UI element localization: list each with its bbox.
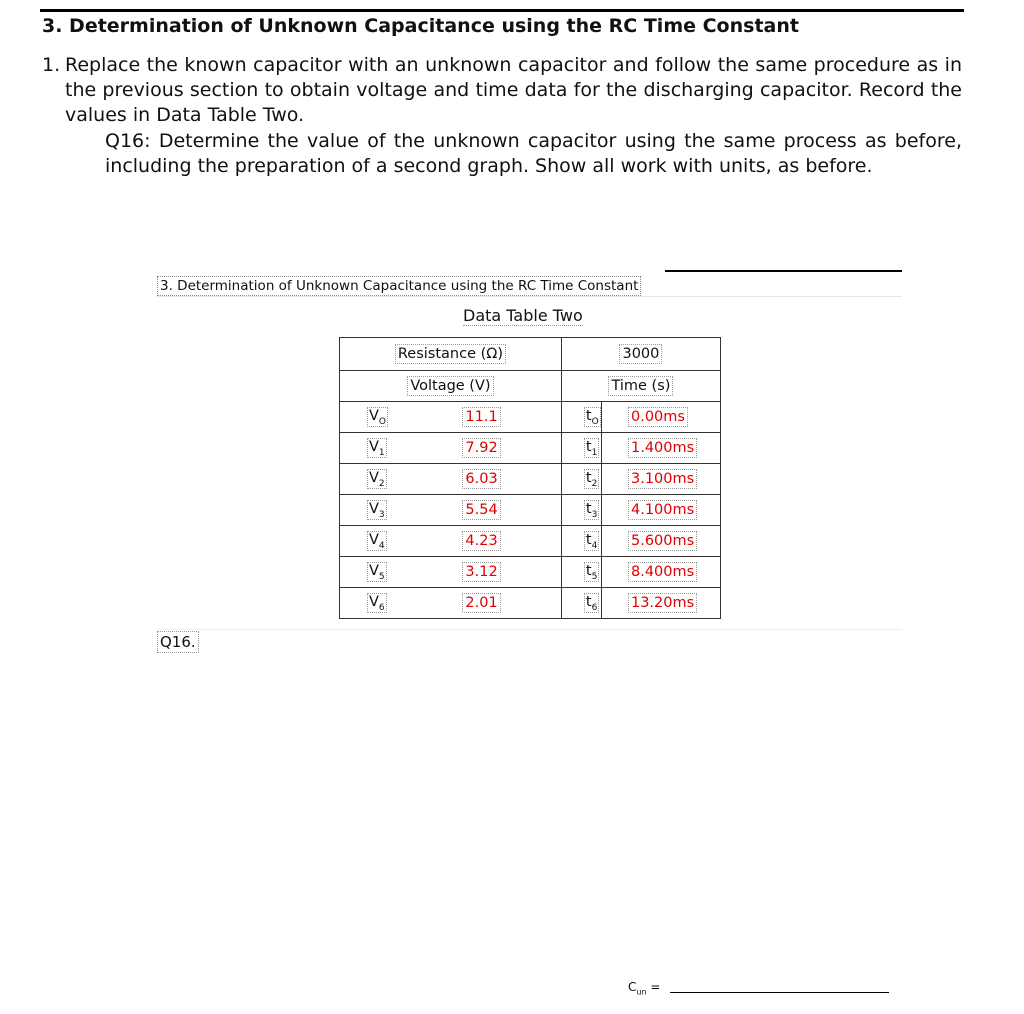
resistance-value: 3000 bbox=[619, 344, 662, 364]
worksheet-divider bbox=[157, 296, 902, 297]
answer-equals: = bbox=[650, 980, 661, 994]
table-row bbox=[340, 433, 721, 464]
time-value-cell[interactable] bbox=[601, 588, 720, 619]
data-rows bbox=[340, 402, 721, 619]
voltage-label: $V_1$ bbox=[369, 438, 385, 458]
table-caption: Data Table Two bbox=[463, 306, 583, 325]
time-value: 13.20ms bbox=[628, 593, 697, 613]
resistance-label-cell bbox=[340, 338, 562, 371]
voltage-value: 4.23 bbox=[462, 531, 500, 551]
worksheet-rule bbox=[665, 270, 902, 272]
resistance-value-cell[interactable] bbox=[561, 338, 720, 371]
header-row bbox=[340, 371, 721, 402]
worksheet-bottom-divider bbox=[157, 629, 902, 630]
time-label: $t_5$ bbox=[585, 562, 598, 582]
voltage-header-cell bbox=[340, 371, 562, 402]
voltage-label-cell bbox=[340, 557, 389, 588]
voltage-value: 3.12 bbox=[462, 562, 500, 582]
time-label: $t_O$ bbox=[585, 407, 599, 427]
section-title: 3. Determination of Unknown Capacitance using the RC Time Constant bbox=[42, 15, 799, 37]
voltage-label-cell bbox=[340, 464, 389, 495]
time-value-cell[interactable] bbox=[601, 495, 720, 526]
voltage-label-cell bbox=[340, 526, 389, 557]
table-row bbox=[340, 495, 721, 526]
time-value: 3.100ms bbox=[628, 469, 697, 489]
voltage-value-cell[interactable] bbox=[388, 588, 561, 619]
top-rule bbox=[40, 9, 964, 12]
voltage-header: Voltage (V) bbox=[407, 376, 493, 396]
time-label-cell bbox=[561, 464, 601, 495]
q16-label: Q16. bbox=[157, 631, 199, 653]
voltage-value-cell[interactable] bbox=[388, 433, 561, 464]
voltage-value: 11.1 bbox=[462, 407, 500, 427]
voltage-label-cell bbox=[340, 433, 389, 464]
time-value-cell[interactable] bbox=[601, 557, 720, 588]
table-row bbox=[340, 402, 721, 433]
time-label-cell bbox=[561, 588, 601, 619]
time-label: $t_6$ bbox=[585, 593, 598, 613]
voltage-value: 6.03 bbox=[462, 469, 500, 489]
voltage-value-cell[interactable] bbox=[388, 402, 561, 433]
time-value-cell[interactable] bbox=[601, 464, 720, 495]
time-value: 0.00ms bbox=[628, 407, 688, 427]
answer-label bbox=[628, 980, 660, 996]
worksheet-title: 3. Determination of Unknown Capacitance using the RC Time Constant bbox=[157, 276, 641, 296]
resistance-label: Resistance (Ω) bbox=[395, 344, 506, 364]
time-value: 4.100ms bbox=[628, 500, 697, 520]
voltage-label: $V_5$ bbox=[369, 562, 385, 582]
resistance-row bbox=[340, 338, 721, 371]
answer-input-line[interactable] bbox=[670, 992, 889, 993]
time-value-cell[interactable] bbox=[601, 402, 720, 433]
voltage-value-cell[interactable] bbox=[388, 557, 561, 588]
time-label-cell bbox=[561, 557, 601, 588]
question-text: Q16: Determine the value of the unknown capacitor using the same process as before, including the preparation of a second graph. Show all work with units, as before. bbox=[105, 130, 962, 177]
voltage-label: $V_2$ bbox=[369, 469, 385, 489]
voltage-value: 5.54 bbox=[462, 500, 500, 520]
time-label: $t_2$ bbox=[585, 469, 598, 489]
answer-symbol: C bbox=[628, 980, 637, 994]
voltage-label: $V_O$ bbox=[369, 407, 387, 427]
instruction-number: 1. bbox=[42, 54, 61, 76]
voltage-value-cell[interactable] bbox=[388, 495, 561, 526]
time-label-cell bbox=[561, 433, 601, 464]
table-row bbox=[340, 557, 721, 588]
time-label-cell bbox=[561, 402, 601, 433]
voltage-label: $V_4$ bbox=[369, 531, 385, 551]
time-value-cell[interactable] bbox=[601, 526, 720, 557]
time-label-cell bbox=[561, 526, 601, 557]
instruction-block bbox=[42, 53, 962, 179]
voltage-value-cell[interactable] bbox=[388, 464, 561, 495]
voltage-label: $V_3$ bbox=[369, 500, 385, 520]
voltage-value-cell[interactable] bbox=[388, 526, 561, 557]
time-label: $t_4$ bbox=[585, 531, 598, 551]
table-row bbox=[340, 588, 721, 619]
voltage-label-cell bbox=[340, 402, 389, 433]
time-label: $t_1$ bbox=[585, 438, 598, 458]
voltage-value: 2.01 bbox=[462, 593, 500, 613]
time-label-cell bbox=[561, 495, 601, 526]
data-table bbox=[339, 337, 721, 619]
voltage-label: $V_6$ bbox=[369, 593, 385, 613]
instruction-text: Replace the known capacitor with an unknown capacitor and follow the same procedure as in the previous section to obtain voltage and time data for the discharging capacitor. Record the values in Data Table Two. bbox=[65, 54, 962, 126]
time-header: Time (s) bbox=[608, 376, 673, 396]
time-value: 5.600ms bbox=[628, 531, 697, 551]
table-row bbox=[340, 464, 721, 495]
time-label: $t_3$ bbox=[585, 500, 598, 520]
voltage-label-cell bbox=[340, 495, 389, 526]
voltage-label-cell bbox=[340, 588, 389, 619]
time-value: 8.400ms bbox=[628, 562, 697, 582]
time-value-cell[interactable] bbox=[601, 433, 720, 464]
answer-subscript: un bbox=[636, 987, 647, 997]
voltage-value: 7.92 bbox=[462, 438, 500, 458]
time-header-cell bbox=[561, 371, 720, 402]
time-value: 1.400ms bbox=[628, 438, 697, 458]
table-row bbox=[340, 526, 721, 557]
